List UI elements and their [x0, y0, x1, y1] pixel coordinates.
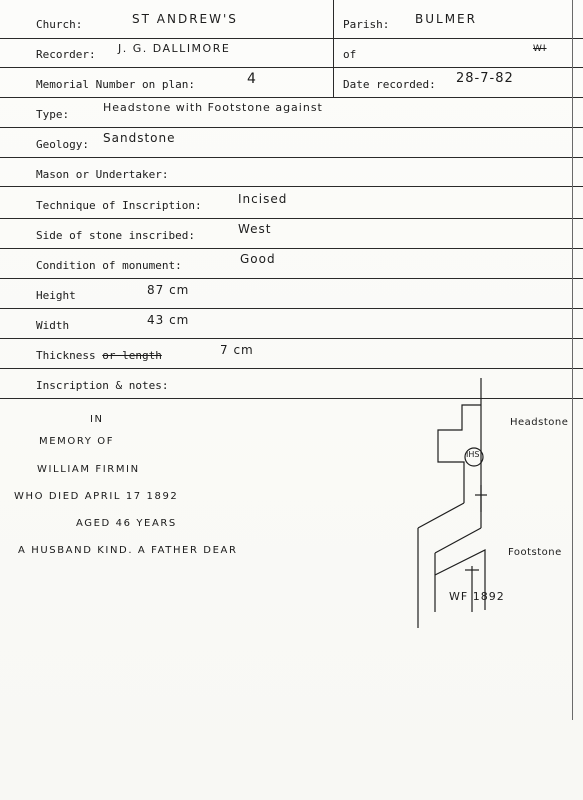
church-value: ST ANDREW'S — [132, 12, 238, 26]
geology-label: Geology: — [36, 138, 89, 151]
memorial-number-value: 4 — [247, 71, 257, 87]
of-label: of — [343, 48, 357, 61]
recorder-label: Recorder: — [36, 48, 96, 61]
footstone-inscription: WF 1892 — [449, 590, 505, 603]
church-label: Church: — [36, 18, 83, 31]
inscription-line: MEMORY OF — [39, 436, 115, 447]
ihs-label: IHS — [466, 450, 480, 459]
sketch-stroke — [418, 503, 464, 528]
inscription-line: WHO DIED APRIL 17 1892 — [14, 491, 179, 502]
height-label: Height — [36, 289, 76, 302]
thickness-value: 7 cm — [220, 343, 254, 357]
parish-label: Parish: — [343, 18, 390, 31]
inscription-notes-label: Inscription & notes: — [36, 379, 169, 392]
inscription-line: AGED 46 YEARS — [76, 518, 177, 529]
of-value: WI — [533, 44, 547, 54]
type-label: Type: — [36, 108, 70, 121]
inscription-line: WILLIAM FIRMIN — [37, 464, 140, 475]
technique-value: Incised — [238, 192, 288, 206]
height-value: 87 cm — [147, 283, 190, 297]
date-recorded-value: 28-7-82 — [456, 71, 514, 86]
type-value: Headstone with Footstone against — [103, 101, 323, 114]
headstone-label: Headstone — [510, 417, 569, 428]
mason-label: Mason or Undertaker: — [36, 168, 169, 181]
side-inscribed-value: West — [238, 222, 272, 236]
inscription-line: A HUSBAND KIND. A FATHER DEAR — [18, 545, 238, 556]
footstone-label: Footstone — [508, 547, 562, 558]
condition-label: Condition of monument: — [36, 259, 182, 272]
width-label: Width — [36, 319, 70, 332]
thickness-label-struck: or length — [102, 349, 162, 362]
date-recorded-label: Date recorded: — [343, 78, 436, 91]
inscription-line: IN — [90, 414, 104, 425]
memorial-number-label: Memorial Number on plan: — [36, 78, 195, 91]
thickness-label-text: Thickness — [36, 349, 103, 362]
sketch-stroke — [435, 528, 481, 553]
technique-label: Technique of Inscription: — [36, 199, 202, 212]
condition-value: Good — [240, 252, 276, 266]
parish-value: BULMER — [415, 12, 477, 26]
recorder-value: J. G. DALLIMORE — [118, 42, 231, 55]
width-value: 43 cm — [147, 313, 190, 327]
side-inscribed-label: Side of stone inscribed: — [36, 229, 195, 242]
geology-value: Sandstone — [103, 131, 176, 145]
